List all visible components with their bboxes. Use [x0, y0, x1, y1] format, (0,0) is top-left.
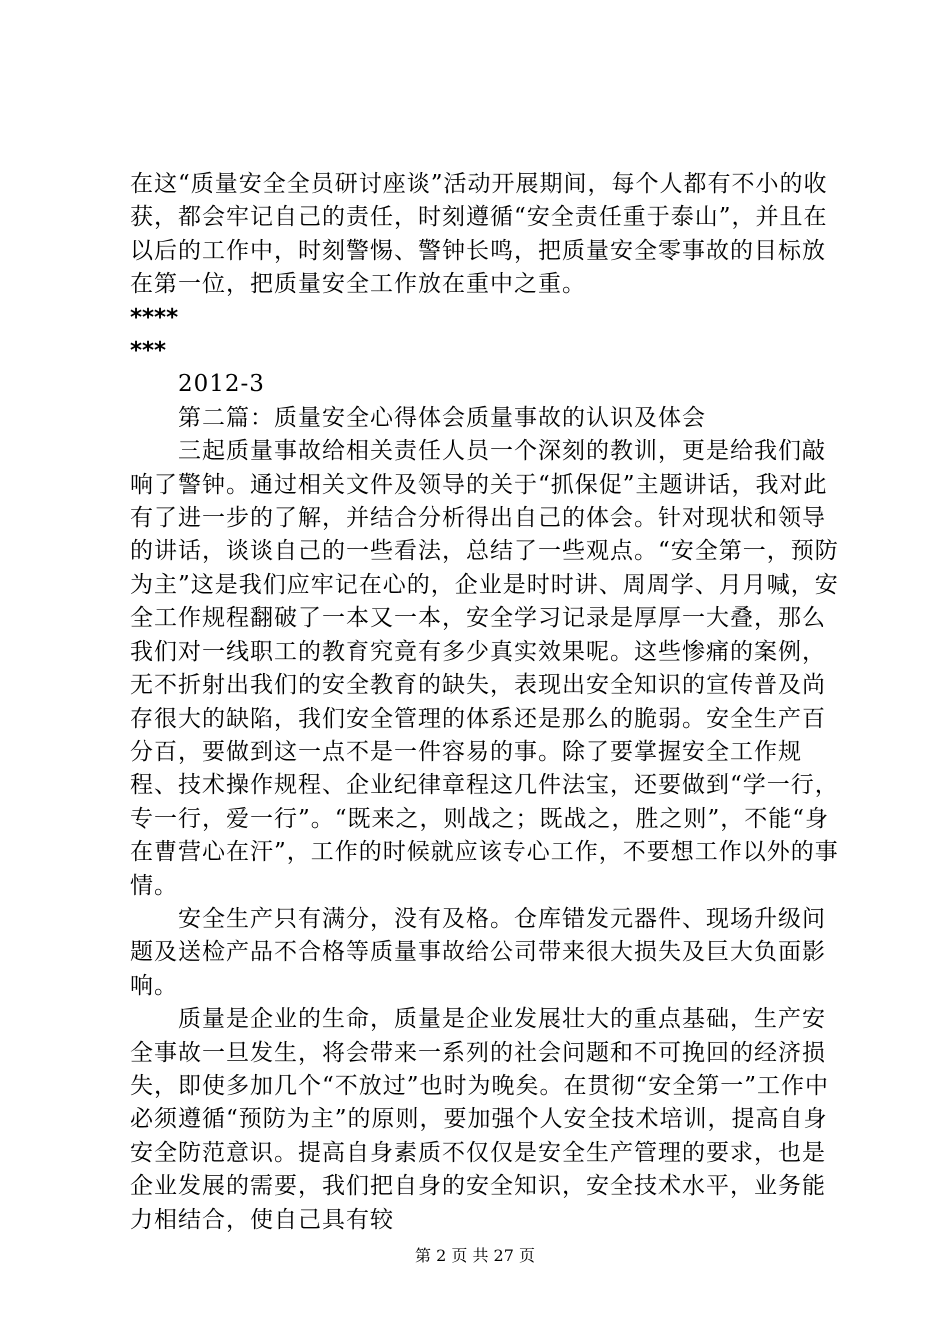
paragraph-continuation: 在这“质量安全全员研讨座谈”活动开展期间，每个人都有不小的收获，都会牢记自己的责任，时刻遵循“安全责任重于泰山”，并且在以后的工作中，时刻警惕、警钟长鸣，把质量安全零事故的目标放在第一位，把质量安全工作放在重中之重。 — [130, 171, 828, 298]
document-body — [130, 168, 842, 1237]
page-number-footer: 第 2 页 共 27 页 — [415, 1246, 535, 1265]
paragraph-body: 三起质量事故给相关责任人员一个深刻的教训，更是给我们敲响了警钟。通过相关文件及领导的关于“抓保促”主题讲话，我对此有了进一步的了解，并结合分析得出自己的体会。针对现状和领导的讲话，谈谈自己的一些看法，总结了一些观点。“安全第一，预防为主”这是我们应牢记在心的，企业是时时讲、周周学、月月喊，安全工作规程翻破了一本又一本，安全学习记录是厚厚一大叠，那么我们对一线职工的教育究竟有多少真实效果呢。这些惨痛的案例，无不折射出我们的安全教育的缺失，表现出安全知识的宣传普及尚存很大的缺陷，我们安全管理的体系还是那么的脆弱。安全生产百分百，要做到这一点不是一件容易的事。除了要掌握安全工作规程、技术操作规程、企业纪律章程这几件法宝，还要做到“学一行，专一行，爱一行”。“既来之，则战之；既战之，胜之则”，不能“身在曹营心在汗”，工作的时候就应该专心工作，不要想工作以外的事情。 — [130, 438, 839, 899]
author-name-masked: **** — [130, 304, 179, 331]
author-unit-masked: *** — [130, 338, 167, 365]
section-heading: 第二篇：质量安全心得体会质量事故的认识及体会 — [178, 404, 706, 431]
paragraph-body: 安全生产只有满分，没有及格。仓库错发元器件、现场升级问题及送检产品不合格等质量事故给公司带来很大损失及巨大负面影响。 — [130, 905, 826, 999]
paragraph-body: 质量是企业的生命，质量是企业发展壮大的重点基础，生产安全事故一旦发生，将会带来一系列的社会问题和不可挽回的经济损失，即使多加几个“不放过”也时为晚矣。在贯彻“安全第一”工作中必须遵循“预防为主”的原则，要加强个人安全技术培训，提高自身安全防范意识。提高自身素质不仅仅是安全生产管理的要求，也是企业发展的需要，我们把自身的安全知识，安全技术水平，业务能力相结合，使自己具有较 — [130, 1006, 830, 1233]
document-date: 2012-3 — [178, 371, 265, 398]
